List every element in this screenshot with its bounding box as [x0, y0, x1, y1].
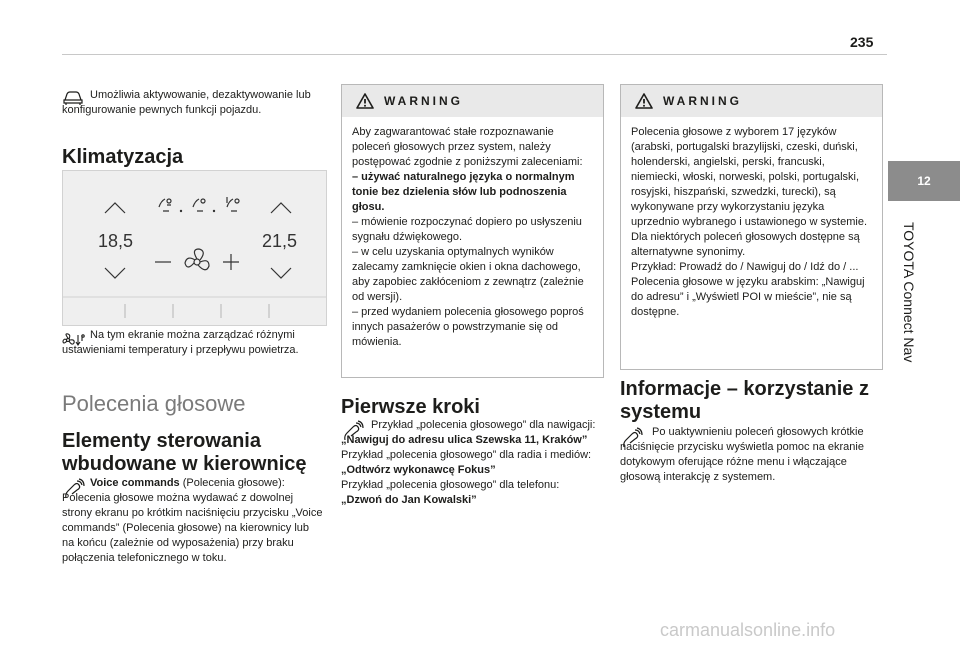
voice-commands-heading: Polecenia głosowe: [62, 391, 246, 416]
intro-text: Umożliwia aktywowanie, dezaktywowanie lub konfigurowanie pewnych funkcji pojazdu.: [62, 89, 311, 116]
chapter-title: TOYOTA Connect Nav: [901, 222, 917, 363]
warning-item-natural-language: – używać naturalnego języka o normalnym tonie bez dzielenia słów lub podnoszenia głosu.: [352, 171, 575, 213]
left-temperature: 18,5: [98, 231, 134, 251]
left-temp-down-icon: [105, 268, 125, 278]
warning-icon: [356, 93, 374, 109]
header-divider: [62, 54, 887, 55]
climate-icon: [62, 332, 86, 348]
steps-navigation-command: „Nawiguj do adresu ulica Szewska 11, Kraków”: [341, 434, 588, 446]
voice-command-icon: [341, 420, 365, 442]
warning-box-languages: [620, 84, 883, 370]
steps-radio-command: „Odtwórz wykonawcę Fokus”: [341, 464, 496, 476]
airflow-mode-icons: [159, 197, 239, 211]
steps-phone-intro: Przykład „polecenia głosowego” dla telefonu:: [341, 479, 560, 491]
warning-languages-text: Polecenia głosowe z wyborem 17 języków (arabski, portugalski brazylijski, czeski, duński, holenderski, angielski, perski, francuski, niemiecki, włoski, norweski, polski, portugalski, rosyjski, hiszpański, szwedzki, turecki), są wykonywane przy wykorzystaniu języka uprzednio wybranego i ustawionego w systemie.: [631, 126, 868, 228]
warning-body: [342, 117, 603, 356]
intro-paragraph: [62, 88, 324, 118]
controls-heading: Elementy sterowania wbudowane w kierownicę: [62, 430, 307, 475]
warning-item-beep: – mówienie rozpoczynać dopiero po usłyszeniu sygnału dźwiękowego.: [352, 216, 582, 243]
info-paragraph: [620, 425, 882, 485]
fan-icon: [185, 249, 209, 270]
fan-plus-icon: [223, 254, 239, 270]
warning-icon: [635, 93, 653, 109]
car-icon: [62, 90, 84, 106]
steps-phone-command: „Dzwoń do Jan Kowalski”: [341, 494, 477, 506]
right-temp-down-icon: [271, 268, 291, 278]
warning-item-passengers: – przed wydaniem polecenia głosowego poproś innych pasażerów o powstrzymanie się od mówienia.: [352, 306, 584, 348]
warning-intro: Aby zagwarantować stałe rozpoznawanie poleceń głosowych przez system, należy postępować zgodnie z poniższymi zaleceniami:: [352, 126, 583, 168]
climate-text: Na tym ekranie można zarządzać różnymi ustawieniami temperatury i przepływu powietrza.: [62, 329, 299, 356]
warning-example-text: Przykład: Prowadź do / Nawiguj do / Idź do / ...: [631, 261, 859, 273]
left-temp-up-icon: [105, 203, 125, 213]
right-temp-up-icon: [271, 203, 291, 213]
voice-commands-label: Voice commands: [90, 477, 180, 489]
steps-intro: Przykład „polecenia głosowego” dla nawigacji:: [371, 419, 596, 431]
warning-arabic-text: Polecenia głosowe w języku arabskim: „Nawiguj do adresu” i „Wyświetl POI w mieście”, nie są dostępne.: [631, 276, 865, 318]
chapter-tab[interactable]: 12: [888, 161, 960, 201]
page-number: 235: [850, 34, 874, 50]
info-heading: Informacje – korzystanie z systemu: [620, 378, 869, 423]
watermark: carmanualsonline.info: [660, 620, 836, 640]
warning-box-voice: [341, 84, 604, 378]
warning-title: WARNING: [384, 94, 463, 108]
climate-control-panel: [62, 170, 327, 326]
voice-commands-paragraph: [62, 476, 324, 566]
warning-title: WARNING: [663, 94, 742, 108]
warning-synonyms-text: Dla niektórych poleceń głosowych dostępne są alternatywne synonimy.: [631, 231, 860, 258]
voice-commands-text: (Polecenia głosowe): Polecenia głosowe można wydawać z dowolnej strony ekranu po krótkim naciśnięciu przycisku „Voice commands” (Polecenia głosowe) na kierownicy lub na końcu (zależnie od wyposażenia) przy braku połączenia telefonicznego w toku.: [62, 477, 323, 564]
steps-radio-intro: Przykład „polecenia głosowego” dla radia i mediów:: [341, 449, 592, 461]
climate-heading: Klimatyzacja: [62, 146, 184, 168]
voice-command-icon: [620, 427, 644, 449]
warning-body: [621, 117, 882, 326]
first-steps-heading: Pierwsze kroki: [341, 396, 480, 418]
warning-header: [342, 85, 603, 117]
info-text: Po uaktywnieniu poleceń głosowych krótkie naciśnięcie przycisku wyświetla pomoc na ekranie dotykowym oferujące różne menu i włączające głosową interakcję z systemem.: [620, 426, 864, 483]
climate-description: [62, 328, 324, 358]
warning-header: [621, 85, 882, 117]
warning-item-windows: – w celu uzyskania optymalnych wyników zalecamy zamknięcie okien i okna dachowego, aby zapobiec zakłóceniom z zewnątrz (zależnie od wersji).: [352, 246, 584, 303]
right-temperature: 21,5: [262, 231, 298, 251]
voice-command-icon: [62, 478, 86, 500]
first-steps-body: [341, 418, 603, 508]
